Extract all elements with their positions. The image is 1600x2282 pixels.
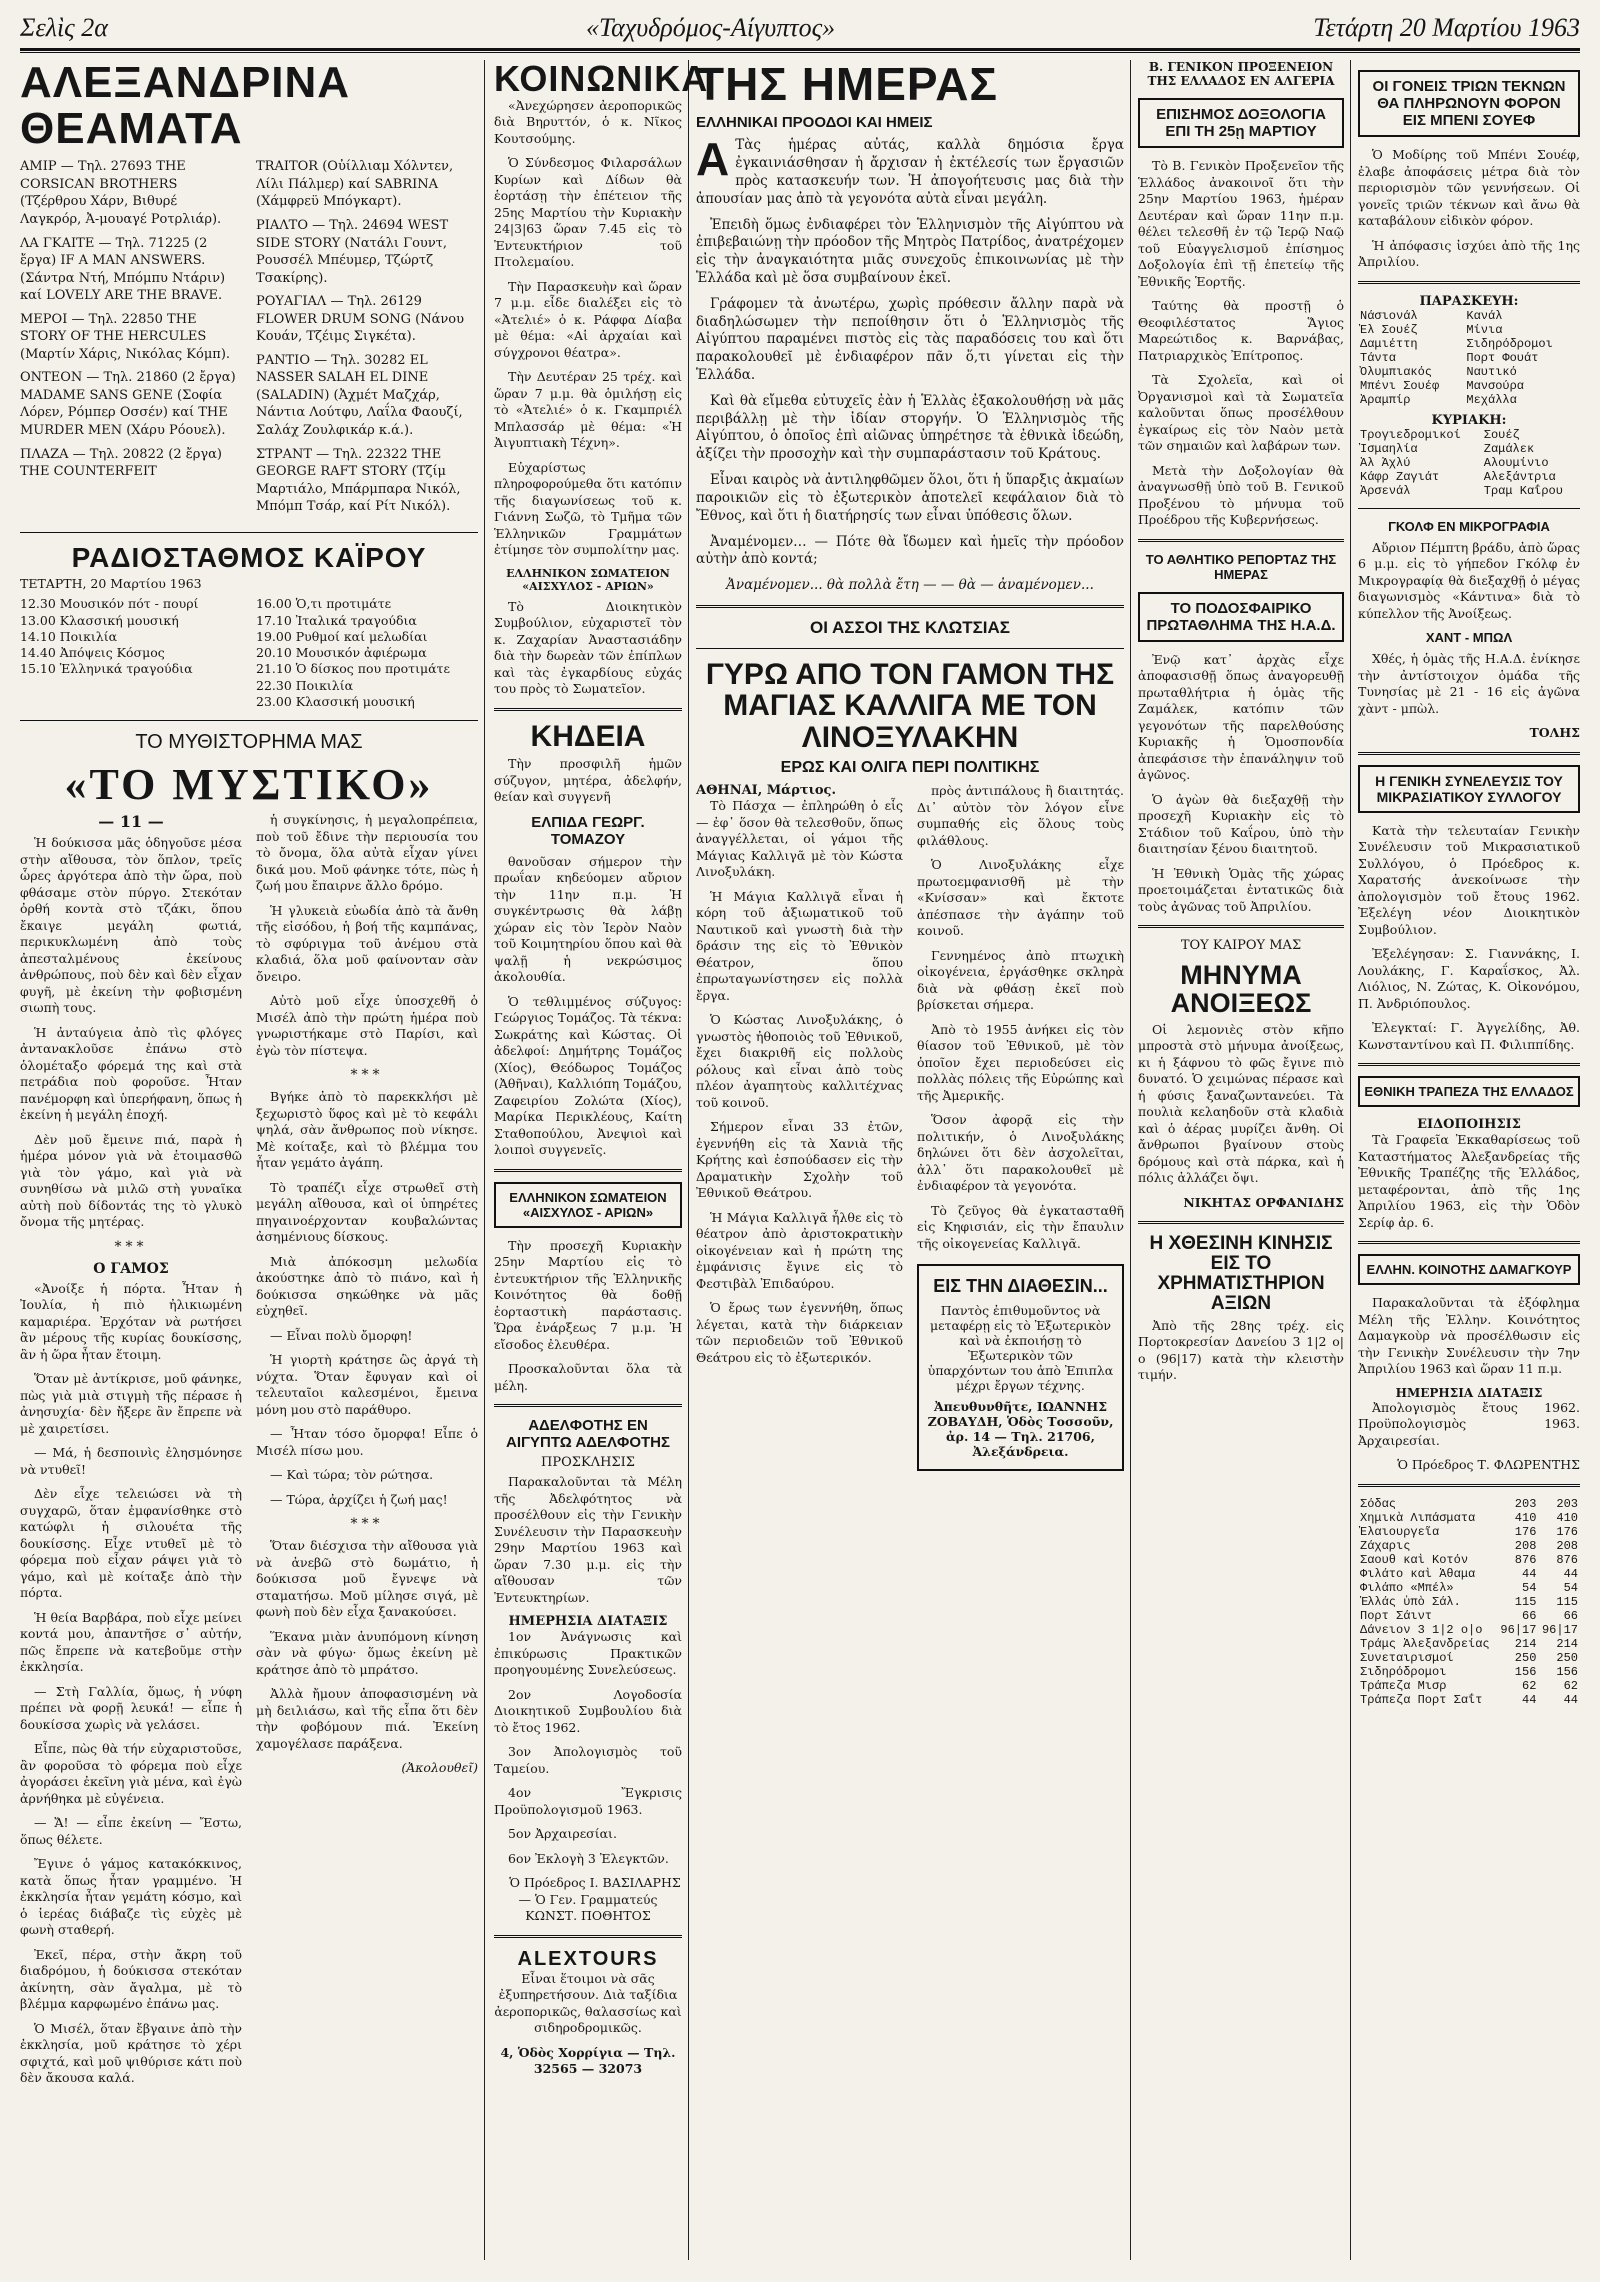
fixture-row-cell: Αλουμίνιο xyxy=(1483,455,1549,470)
novel-paragraph: Ἔγινε ὁ γάμος κατακόκκινος, κατὰ ὅπως ἦταν γραμμένο. Ἡ ἐκκλησία ἦταν γεμάτη κόσμο, καὶ ὁ ἱερέας διάβαζε τὶς εὐχὲς μὲ φωνὴ σταθερή. xyxy=(20,1856,242,1938)
stock-row xyxy=(1358,1497,1580,1511)
sports-headline: ΤΟ ΠΟΔΟΣΦΑΙΡΙΚΟ ΠΡΩΤΑΘΛΗΜΑ ΤΗΣ Η.Α.Δ. xyxy=(1138,592,1344,642)
stock-row-cell: 44 xyxy=(1522,1566,1537,1581)
stock-row-cell: Σιδηρόδρομοι xyxy=(1360,1664,1447,1679)
consulate-paragraph: Τὰ Σχολεῖα, καὶ οἱ Ὀργανισμοὶ καὶ τὰ Σωματεῖα καλοῦνται ὅπως προσέλθουν ἐγκαίρως εἰς τὸν Ναὸν μετὰ τῶν σημαιῶν καὶ λαβάρων των. xyxy=(1138,372,1344,453)
disposal-contact: Ἀπευθυνθῆτε, ΙΩΑΝΝΗΣ ΖΟΒΑΥΔΗ, Ὁδὸς Τοσσοῦν, ἀρ. 14 — Τηλ. 21706, Ἀλεξάνδρεια. xyxy=(927,1399,1114,1460)
stock-row-cell: Δάνειον 3 1|2 ο|ο xyxy=(1360,1622,1483,1637)
golf-title: ΓΚΟΛΦ ΕΝ ΜΙΚΡΟΓΡΑΦΙΑ xyxy=(1388,518,1550,534)
cinema-listing: ΜΕΡΟΙ — Τηλ. 22850 THE STORY OF THE HERCULES (Μαρτίν Χάρις, Νικόλας Κόμπ). xyxy=(20,311,231,362)
radio-schedule xyxy=(20,596,478,710)
social-column xyxy=(494,58,709,2270)
handball-title: ΧΑΝΤ - ΜΠΩΛ xyxy=(1425,630,1513,645)
cinema-listing: ΟΝΤΕΟΝ — Τηλ. 21860 (2 ἔργα) MADAME SANS GENE (Σοφία Λόρεν, Ρόμπερ Οσσέν) καί THE MURDER MEN (Χάρυ Ρόουελ). xyxy=(20,370,236,439)
theatre-heading: ΕΛΛΗΝΙΚΟΝ ΣΩΜΑΤΕΙΟΝ «ΑΙΣΧΥΛΟΣ - ΑΡΙΩΝ» xyxy=(494,1182,682,1228)
stock-row-cell: 54 xyxy=(1522,1580,1537,1595)
tours-address: 4, Ὁδὸς Χορρίγια — Τηλ. 32565 — 32073 xyxy=(500,2044,676,2077)
stock-row-cell: 44 xyxy=(1563,1566,1578,1581)
radio-program: 14.10 Ποικιλία xyxy=(20,628,118,644)
radio-program: 16.00 Ὁ,τι προτιμάτε xyxy=(256,596,392,612)
stock-row-cell: 62 xyxy=(1563,1678,1578,1693)
wedding-subheadline: ΕΡΩΣ ΚΑΙ ΟΛΙΓΑ ΠΕΡΙ ΠΟΛΙΤΙΚΗΣ xyxy=(780,759,1040,777)
novel-continued: (Ἀκολουθεῖ) xyxy=(401,1760,478,1776)
fixture-row xyxy=(1358,351,1580,365)
fixture-row-cell: Τραμ Καΐρου xyxy=(1483,483,1563,498)
stock-row xyxy=(1358,1553,1580,1567)
fixture-row-cell: Κανάλ xyxy=(1466,308,1503,323)
stock-row-cell: Τράμς Ἀλεξανδρείας xyxy=(1360,1636,1490,1651)
koinotis-title: ΕΛΛΗΝ. ΚΟΙΝΟΤΗΣ ΔΑΜΑΓΚΟΥΡ xyxy=(1358,1254,1580,1285)
stock-row xyxy=(1358,1525,1580,1539)
radio-date: ΤΕΤΑΡΤΗ, 20 Μαρτίου 1963 xyxy=(20,576,202,592)
stock-row-cell: 250 xyxy=(1556,1650,1578,1665)
novel-section-title: Ο ΓΑΜΟΣ xyxy=(93,1260,169,1277)
fixture-row-cell: Ναυτικό xyxy=(1466,364,1517,379)
fixture-row-cell: Τρογιεδρομικοί xyxy=(1360,427,1461,442)
radio-program: 13.00 Κλασσική μουσική xyxy=(20,612,179,628)
social-item: Τὴν Δευτέραν 25 τρέχ. καὶ ὥραν 7 μ.μ. θὰ ὁμιλήσῃ εἰς τὸ «Ἀτελιέ» ὁ κ. Γκαμπριέλ Μπλασσάρ μὲ θέμα: «Ἡ Ἀιγυπτιακὴ Τέχνη». xyxy=(494,369,682,451)
fixture-row-cell: Ἰσμαηλία xyxy=(1360,441,1418,456)
tax-title: ΟΙ ΓΟΝΕΙΣ ΤΡΙΩΝ ΤΕΚΝΩΝ ΘΑ ΠΛΗΡΩΝΟΥΝ ΦΟΡΟΝ ΕΙΣ ΜΠΕΝΙ ΣΟΥΕΦ xyxy=(1358,70,1580,137)
stock-row-cell: Πορτ Σάιντ xyxy=(1360,1608,1433,1623)
issue-date: Τετάρτη 20 Μαρτίου 1963 xyxy=(1313,13,1580,42)
fixture-row-cell: Μανσούρα xyxy=(1466,378,1524,393)
wedding-paragraph: Ἡ Μάγια Καλλιγᾶ εἶναι ἡ κόρη τοῦ ἀξιωματικοῦ τοῦ Ναυτικοῦ καὶ γνωστὴ διὰ τὴν δράσιν της εἰς τὸ Ἐθνικὸν Θέατρον, ὅπου ἐπρωταγωνίστησεν εἰς πολλὰ ἔργα. xyxy=(696,888,903,1003)
stock-row-cell: 62 xyxy=(1522,1678,1537,1693)
fixture-row-cell: Ἀραμπίρ xyxy=(1360,392,1411,407)
assembly-title: Η ΓΕΝΙΚΗ ΣΥΝΕΛΕΥΣΙΣ ΤΟΥ ΜΙΚΡΑΣΙΑΤΙΚΟΥ ΣΥΛΛΟΓΟΥ xyxy=(1358,765,1580,813)
novel-paragraph: Ἡ θεία Βαρβάρα, ποὺ εἶχε μείνει κοντά μου, ἀπαντῆσε σ᾽ αὐτήν, πῶς ἔπρεπε νὰ κατεβοῦμε στὴν ἐκκλησία. xyxy=(20,1609,242,1675)
stock-row-cell: Φιλάτο καὶ Ἀθαμα xyxy=(1360,1566,1476,1581)
novel-paragraph: Δὲν μοῦ ἔμεινε πιά, παρὰ ἡ ἡμέρα μόνον γιὰ νὰ ἑτοιμασθῶ γιὰ τὸν γάμο, καὶ γιὰ νὰ συνηθίσω νὰ μιλῶ στὴ γυναῖκα αὐτὴ ποὺ δίδοντάς της τὸ γλυκὸ ὄνομα τῆς μητέρας. xyxy=(20,1131,242,1230)
fixture-row-cell: Σιδηρόδρομοι xyxy=(1466,336,1553,351)
fixtures-title: ΠΑΡΑΣΚΕΥΗ: xyxy=(1419,293,1519,309)
novel-paragraph: Ἕκανα μιὰν ἀνυπόμονη κίνηση σὰν νὰ φύγω· ὅμως ἐκείνη μὲ κράτησε ἀπὸ τὸ μπράτσο. xyxy=(256,1628,478,1677)
editorial-paragraph: Εἶναι καιρὸς νὰ ἀντιληφθῶμεν ὅλοι, ὅτι ἡ ὕπαρξις ἀκμαίων παροικιῶν εἰς τὸ ἐξωτερικὸν ἀποτελεῖ κεφάλαιον διὰ τὸ Ἔθνος, καὶ ὅτι ἡ διατήρησίς των εἶναι ὑπόθεσις ὅλων. xyxy=(696,472,1124,524)
stock-row xyxy=(1358,1511,1580,1525)
left-section xyxy=(20,60,478,2270)
sports-title: ΤΟ ΑΘΛΗΤΙΚΟ ΡΕΠΟΡΤΑΖ ΤΗΣ ΗΜΕΡΑΣ xyxy=(1145,551,1337,582)
novel-paragraph: Ἡ γλυκειὰ εὐωδία ἀπὸ τὰ ἄνθη τῆς εἰσόδου, ἡ βοή τῆς καμπάνας, τὸ σφύριγμα τοῦ ἀνέμου στὰ κλαδιά, ὅλα μοῦ φαίνονταν σὰν ὄνειρο. xyxy=(256,902,478,984)
agenda-item: 4ον Ἔγκρισις Προϋπολογισμοῦ 1963. xyxy=(494,1785,682,1817)
novel-paragraph: Τὸ τραπέζι εἶχε στρωθεῖ στὴ μεγάλη αἴθουσα, καὶ οἱ ὑπηρέτες πηγαινοέρχονταν κουβαλώντας ἀσημένιους δίσκους. xyxy=(256,1179,478,1245)
stock-row-cell: 156 xyxy=(1514,1664,1537,1679)
radio-program: 20.10 Μουσικόν ἀφιέρωμα xyxy=(256,645,427,661)
wedding-paragraph: Τὸ ζεῦγος θὰ ἐγκατασταθῆ εἰς Κηφισιάν, εἰς τὴν ἔπαυλιν τῆς οἰκογενείας Καλλιγᾶ. xyxy=(917,1202,1124,1251)
exchange-intro: Ἀπὸ τῆς 28ης τρέχ. εἰς Πορτοκρεσίαν Δανείου 3 1|2 ο|ο (96|17) κατὰ τὴν κλειστὴν τιμήν. xyxy=(1138,1317,1344,1383)
consulate-kicker: Β. ΓΕΝΙΚΟΝ ΠΡΟΞΕΝΕΙΟΝ ΤΗΣ ΕΛΛΑΔΟΣ ΕΝ ΑΛΓΕΡΙΑ xyxy=(1147,60,1335,88)
wedding-paragraph: Ἡ Μάγια Καλλιγᾶ ἦλθε εἰς τὸ θέατρον ἀπὸ ἀριστοκρατικὴν οἰκογένειαν καὶ ἡ πρώτη της ἐμφάνισις ἔγινε εἰς τὸ Φεστιβὰλ Ἐπιδαύρου. xyxy=(696,1209,903,1291)
stock-row xyxy=(1358,1693,1580,1707)
wedding-paragraph: Ὁ Λινοξυλάκης εἶχε πρωτοεμφανισθῆ μὲ τὴν «Κνίσσαν» καὶ ἔκτοτε ἀπέσπασε τὴν ἀγάπην τοῦ κοινοῦ. xyxy=(917,857,1124,939)
fixture-row xyxy=(1358,484,1580,498)
fixture-row-cell: Κάφρ Ζαγιάτ xyxy=(1360,469,1440,484)
stock-row-cell: Ζάχαρις xyxy=(1360,1538,1411,1553)
stock-row-cell: Χημικὰ Λιπάσματα xyxy=(1360,1510,1476,1525)
editorial-closing: Ἀναμένομεν... θὰ πολλὰ ἔτη — — θὰ — ἀναμένομεν... xyxy=(726,577,1094,594)
association-heading: ΕΛΛΗΝΙΚΟΝ ΣΩΜΑΤΕΙΟΝ «ΑΙΣΧΥΛΟΣ - ΑΡΙΩΝ» xyxy=(506,566,670,593)
adelfotis-signoff: Ὁ Πρόεδρος Ι. ΒΑΣΙΛΑΡΗΣ — Ὁ Γεν. Γραμματεύς ΚΩΝΣΤ. ΠΟΘΗΤΟΣ xyxy=(509,1875,681,1924)
fixture-row xyxy=(1358,428,1580,442)
novel-paragraph: — Στὴ Γαλλία, ὅμως, ἡ νύφη πρέπει νὰ φορῇ λευκά! — εἶπε ἡ δουκίσσα χωρὶς νὰ γελάσει. xyxy=(20,1683,242,1732)
stock-row-cell: 115 xyxy=(1556,1594,1578,1609)
sports-paragraph: Ὁ ἀγὼν θὰ διεξαχθῇ τὴν προσεχῆ Κυριακὴν εἰς τὸ Στάδιον τοῦ Καΐρου, ὑπὸ τὴν διαιτησίαν ξένου διαιτητοῦ. xyxy=(1138,791,1344,856)
novel-paragraph: Ἐκεῖ, πέρα, στὴν ἄκρη τοῦ διαδρόμου, ἡ δούκισσα στεκόταν ἀκίνητη, σὰν ἄγαλμα, μὲ τὸ βλέμμα καρφωμένο ἐπάνω μας. xyxy=(20,1946,242,2012)
stock-row-cell: 96|17 xyxy=(1541,1622,1578,1637)
koinotis-agenda-title: ΗΜΕΡΗΣΙΑ ΔΙΑΤΑΞΙΣ xyxy=(1395,1385,1543,1400)
today-subtitle: ΕΛΛΗΝΙΚΑΙ ΠΡΟΟΔΟΙ ΚΑΙ ΗΜΕΙΣ xyxy=(696,114,933,132)
novel-paragraph: Αὐτὸ μοῦ εἶχε ὑποσχεθῆ ὁ Μισέλ ἀπὸ τὴν πρώτη ἡμέρα ποὺ γνωριστήκαμε στὸ Παρίσι, καὶ ἐγὼ τὸν πίστεψα. xyxy=(256,993,478,1058)
stock-row xyxy=(1358,1609,1580,1623)
fixture-row-cell: Ἐλ Σουέζ xyxy=(1360,322,1418,337)
stock-row xyxy=(1358,1637,1580,1651)
stock-row xyxy=(1358,1651,1580,1665)
agenda-item: 5ον Ἀρχαιρεσίαι. xyxy=(508,1826,617,1842)
fixture-row xyxy=(1358,309,1580,323)
bank-title: ΕΘΝΙΚΗ ΤΡΑΠΕΖΑ ΤΗΣ ΕΛΛΑΔΟΣ xyxy=(1358,1076,1580,1107)
fixture-row-cell: Μπένι Σουέφ xyxy=(1360,378,1440,393)
novel-paragraph: Εἶπε, πὼς θὰ τήν εὐχαριστοῦσε, ἂν φοροῦσα τὸ φόρεμα ποὺ εἶχε ἀγοράσει ἐκεῖνη γιὰ μένα, καὶ ἐγὼ ἀρνήθηκα μὲ εὐγένεια. xyxy=(20,1741,242,1806)
novel-paragraph: — Εἶναι πολὺ ὄμορφη! xyxy=(270,1327,413,1343)
golf-text: Αὔριον Πέμπτη βράδυ, ἀπὸ ὥρας 6 μ.μ. εἰς τὸ γήπεδον Γκόλφ ἐν Μικρογραφίᾳ θὰ διεξαχθῇ ὁ μέγας διαγωνισμὸς «Κάντινα» διὰ τὸ κύπελλον τῆς Ἀνοίξεως. xyxy=(1358,539,1580,621)
stock-row-cell: 176 xyxy=(1514,1524,1537,1539)
novel-paragraph: — Καὶ τώρα; τὸν ρώτησα. xyxy=(270,1467,434,1483)
page-number: Σελὶς 2α xyxy=(20,13,108,42)
stock-row-cell: 96|17 xyxy=(1500,1622,1537,1637)
radio-program: 21.10 Ὁ δίσκος που προτιμάτε xyxy=(256,661,450,677)
consulate-paragraph: Ταύτης θὰ προστῇ ὁ Θεοφιλέστατος Ἅγιος Μαρεώτιδος κ. Βαρνάβας, Πατριαρχικὸς Ἐπίτροπος. xyxy=(1138,298,1344,363)
fixture-row xyxy=(1358,337,1580,351)
adelfotis-sub: ΠΡΟΣΚΛΗΣΙΣ xyxy=(541,1455,635,1471)
stock-row xyxy=(1358,1567,1580,1581)
association-text: Τὸ Διοικητικὸν Συμβούλιον, εὐχαριστεῖ τὸν κ. Ζαχαρίαν Ἀναστασιάδην διὰ τὴν δωρεὰν τῶν ἐπίπλων καὶ τὰς ἐγκαρδίους εὐχάς του πρὸς τὸ Σωματεῖον. xyxy=(494,598,682,697)
stock-row-cell: Σόδας xyxy=(1360,1496,1397,1511)
stock-row-cell: 214 xyxy=(1514,1636,1537,1651)
fixtures-table xyxy=(1358,309,1580,407)
sports-paragraph: Ἐνῷ κατ᾽ ἀρχὰς εἶχε ἀποφασισθῇ ὅπως ἀναγορευθῇ πρωταθλήτρια ἡ ὁμὰς τῆς Ζαμάλεκ, κατόπιν τῶν γεγονότων τῆς παρελθούσης Κυριακῆς ἡ Ὁμοσπονδία ἀπεφάσισε τὴν ἐπανάληψιν τοῦ ἀγῶνος. xyxy=(1138,651,1344,782)
agenda-item: 6ον Ἐκλογὴ 3 Ἐλεγκτῶν. xyxy=(508,1850,669,1866)
adelfotis-heading: ΑΔΕΛΦΟΤΗΣ ΕΝ ΑΙΓΥΠΤΩ ΑΔΕΛΦΟΤΗΣ xyxy=(506,1417,670,1452)
fixture-row-cell: Αλεξάντρια xyxy=(1483,469,1556,484)
novel-paragraph: Ἡ ἀνταύγεια ἀπὸ τὶς φλόγες ἀντανακλοῦσε ἐπάνω στὸ ὁλομέταξο φόρεμά της καὶ στὰ πετράδια ποὺ φοροῦσε. Ἦταν πανέμορφη καὶ ὑπερήφανη, ὅπως ἡ ἐκείνη ἡ μεγάλη ἐποχή. xyxy=(20,1024,242,1123)
tours-title: ALEXTOURS xyxy=(517,1947,659,1970)
novel-part: — 11 — xyxy=(98,812,164,832)
agenda-item: 1ον Ἀνάγνωσις καὶ ἐπικύρωσις Πρακτικῶν προηγουμένης Συνελεύσεως. xyxy=(494,1629,682,1678)
fixture-row-cell: Μεχάλλα xyxy=(1466,392,1517,407)
stock-row-cell: Τράπεζα Πορτ Σαΐτ xyxy=(1360,1692,1483,1707)
novel-paragraph: — Ἦταν τόσο ὄμορφα! Εἶπε ὁ Μισέλ πίσω μου. xyxy=(256,1426,478,1458)
novel-columns: — 11 — Ἡ δούκισσα μᾶς ὁδηγοῦσε μέσα στὴν αἴθουσα, τὸν ὅπλον, τρεῖς ὧρες ἀργότερα ἀπὸ τὴν ὥρα, ποὺ φθάσαμε στὸν πύργο. Στεκόταν ὀρθή κοντὰ στὸ τζάκι, ὅπου ἔκαιγε μεγάλη φωτιά, περικυκλωμένη ἀπὸ τοὺς ἀπεσταλμένους ἐκείνους ἀνθρώπους, ποὺ δὲν καὶ δὲν εἶχαν φυγῆ, μὲ ἐκείνη τὴν φοβισμένη σιωπὴ τους. Ἡ ἀνταύγεια ἀπὸ τὶς φλόγες ἀντανακλοῦσε ἐπάνω στὸ ὁλομέταξο φόρεμά της καὶ στὰ πετράδια ποὺ φοροῦσε. Ἦταν πανέμορφη καὶ ὑπερήφανη, ὅπως ἡ ἐκείνη ἡ μεγάλη ἐποχή. Δὲν μοῦ ἔμεινε πιά, παρὰ ἡ ἡμέρα μόνον γιὰ νὰ ἑτοιμασθῶ γιὰ τὸν γάμο, καὶ γιὰ νὰ συνηθίσω νὰ μιλῶ στὴ γυναῖκα αὐτὴ ποὺ δίδοντάς της τὸ γλυκὸ ὄνομα τῆς μητέρας. *** Ο ΓΑΜΟΣ «Ἀνοίξε ἡ πόρτα. Ἦταν ἡ Ἰουλία, ἡ πιὸ ἠλικιωμένη καμαριέρα. Ἐρχόταν νὰ ρωτήσει ἂν μέρους τῆς κυρίας δουκίσσης, ἂν ἡ ὥρα ἦταν ἕτοιμη. Ὅταν μὲ ἀντίκρισε, μοῦ φάνηκε, πὼς γιὰ μιὰ στιγμὴ τῆς πέρασε ἡ ἀνησυχία· δὲν ἤξερε ἂν ἔπρεπε νὰ μὲ χαιρετίσει. — Μά, ἡ δεσποινὶς ἐλησμόνησε νὰ ντυθεῖ! Δὲν εἶχε τελειώσει νὰ τὴ συγχαρῶ, ὅταν ἐμφανίσθηκε στὸ κατώφλι ἡ σιλουέτα τῆς δουκίσσης. Εἶχε ντυθεῖ μὲ τὸ φόρεμα ποὺ εἶχαν ράψει γιὰ τὸ γάμο, καὶ μὲ κοίταξε ἀπὸ τὴν πόρτα. Ἡ θεία Βαρβάρα, ποὺ εἶχε μείνει κοντά μου, ἀπαντῆσε σ᾽ αὐτήν, πῶς ἔπρεπε νὰ κατεβοῦμε στὴν ἐκκλησία. — Στὴ Γαλλία, ὅμως, ἡ νύφη πρέπει νὰ φορῇ λευκά! — εἶπε ἡ δουκίσσα χωρὶς νὰ γελάσει. Εἶπε, πὼς θὰ τήν εὐχαριστοῦσε, ἂν φοροῦσα τὸ φόρεμα ποὺ εἶχε ἀγοράσει ἐκεῖνη γιὰ μένα, καὶ ἐγὼ ἀρνήθηκα μὲ εὐγένεια. — Ἄ! — εἶπε ἐκείνη — Ἔστω, ὅπως θέλετε. Ἔγινε ὁ γάμος κατακόκκινος, κατὰ ὅπως ἦταν γραμμένο. Ἡ ἐκκλησία ἦταν γεμάτη κόσμο, καὶ ὁ ἱερέας διάβαζε τὶς εὐχὲς μὲ φωνὴ σταθερή. Ἐκεῖ, πέρα, στὴν ἄκρη τοῦ διαδρόμου, ἡ δούκισσα στεκόταν ἀκίνητη, σὰν ἄγαλμα, μὲ τὸ βλέμμα καρφωμένο ἐπάνω μας. Ὁ Μισέλ, ὅταν ἔβγαινε ἀπὸ τὴν ἐκκλησία, μοῦ κράτησε τὸ χέρι σφιχτά, καὶ μοῦ ψιθύρισε κάτι ποὺ δὲν ἄκουσα καλά. ἡ συγκίνησις, ἡ μεγαλοπρέπεια, ποὺ τοῦ ἔδινε τὴν περιουσία του τὸ ὄνομα, ὅλα αὐτὰ εἶχαν γίνει δικά μου. Μοῦ φάνηκε τότε, πὼς ἡ ζωή μου ἔπαιρνε ἄλλο δρόμο. Ἡ γλυκειὰ εὐωδία ἀπὸ τὰ ἄνθη τῆς εἰσόδου, ἡ βοή τῆς καμπάνας, τὸ σφύριγμα τοῦ ἀνέμου στὰ κλαδιά, ὅλα μοῦ φαίνονταν σὰν ὄνειρο. Αὐτὸ μοῦ εἶχε ὑποσχεθῆ ὁ Μισέλ ἀπὸ τὴν πρώτη ἡμέρα ποὺ γνωριστήκαμε στὸ Παρίσι, καὶ ἐγὼ τὸν πίστεψα. *** Βγήκε ἀπὸ τὸ παρεκκλήσι μὲ ξεχωριστὸ ὕφος καὶ μὲ τὸ κεφάλι ψηλά, σὰν ἄνθρωπος ποὺ νίκησε. Μὲ κοίταξε, καὶ τὸ βλέμμα του ἦταν γεμάτο ἀγάπη. Τὸ τραπέζι εἶχε στρωθεῖ στὴ μεγάλη αἴθουσα, καὶ οἱ ὑπηρέτες πηγαινοέρχονταν κουβαλώντας ἀσημένιους δίσκους. Μιὰ ἀπόκοσμη μελωδία ἀκούστηκε ἀπὸ τὸ πιάνο, καὶ ἡ δούκισσα σηκώθηκε νὰ μᾶς εὐχηθεῖ. — Εἶναι πολὺ ὄμορφη! Ἡ γιορτὴ κράτησε ὣς ἀργά τὴ νύχτα. Ὅταν ἔφυγαν καὶ οἱ τελευταῖοι καλεσμένοι, ἔμεινα μόνη μου στὸ παράθυρο. — Ἦταν τόσο ὄμορφα! Εἶπε ὁ Μισέλ πίσω μου. — Καὶ τώρα; τὸν ρώτησα. — Τώρα, ἀρχίζει ἡ ζωή μας! *** Ὅταν διέσχισα τὴν αἴθουσα γιὰ νὰ ἀνεβῶ στὸ δωμάτιο, ἡ δούκισσα μοῦ ἔγνεψε νὰ σταματήσω. Μοῦ μίλησε σιγά, μὲ φωνὴ ποὺ δὲν εἶχα ξανακούσει. Ἕκανα μιὰν ἀνυπόμονη κίνηση σὰν νὰ φύγω· ὅμως ἐκείνη μὲ κράτησε ἀπὸ τὸ μπράτσο. Ἀλλὰ ἤμουν ἀποφασισμένη νὰ μὴ δειλιάσω, καὶ τῆς εἶπα ὅτι δὲν τὴν φοβόμουν πιά. Ἐκείνη χαμογέλασε παράξενα. (Ἀκολουθεῖ) xyxy=(20,812,478,2086)
theatre-note: Προσκαλοῦνται ὅλα τὰ μέλη. xyxy=(494,1361,682,1393)
fixture-row-cell: Νάσιονάλ xyxy=(1360,308,1418,323)
social-title: ΚΟΙΝΩΝΙΚΑ xyxy=(494,58,709,99)
stock-row-cell: Ἐλαιουργεῖα xyxy=(1360,1524,1440,1539)
agenda-item: 3ον Ἀπολογισμὸς τοῦ Ταμείου. xyxy=(494,1744,682,1776)
fixture-row-cell: Μίνια xyxy=(1466,322,1503,337)
funeral-title: ΚΗΔΕΙΑ xyxy=(530,719,646,753)
novel-title: «ΤΟ ΜΥΣΤΙΚΟ» xyxy=(64,760,434,810)
fixture-row xyxy=(1358,379,1580,393)
dateline: ΑΘΗΝΑΙ, Μάρτιος. xyxy=(696,783,836,799)
stock-row-cell: 410 xyxy=(1556,1510,1578,1525)
today-title: ΤΗΣ ΗΜΕΡΑΣ xyxy=(696,58,999,110)
radio-program: 12.30 Μουσικόν πότ - πουρί xyxy=(20,596,199,612)
koinotis-signoff: Ὁ Πρόεδρος Τ. ΦΛΩΡΕΝΤΗΣ xyxy=(1397,1457,1580,1472)
consulate-title: ΕΠΙΣΗΜΟΣ ΔΟΞΟΛΟΓΙΑ ΕΠΙ ΤΗ 25ῃ ΜΑΡΤΙΟΥ xyxy=(1138,98,1344,148)
weather-text: Οἱ λεμονιὲς στὸν κῆπο μπροστὰ στὸ μήνυμα ἀνοίξεως, κι ἡ ξάφνου τὸ φῶς ἔγινε πιὸ δυνατό. Ὁ χειμώνας πέρασε καὶ ἡ φύσις ξαναζωντανεύει. Τὰ πουλιὰ κελαηδοῦν στὰ κλαδιὰ καὶ ὁ ἀέρας μυρίζει ἄνθη. Οἱ ἄνθρωποι βγαίνουν στοὺς δρόμους καὶ στὰ πάρκα, καὶ ἡ πόλις ἀλλάζει ὄψι. xyxy=(1138,1021,1344,1186)
wedding-paragraph: Ἀπὸ τὸ 1955 ἀνήκει εἰς τὸν θίασον τοῦ Ἐθνικοῦ, μὲ τὸν ὁποῖον ἔχει περιοδεύσει εἰς πολλὰς πόλεις τῆς Εὐρώπης καὶ τῆς Ἀμερικῆς. xyxy=(917,1021,1124,1103)
cinema-listing: ΡΙΑΛΤΟ — Τηλ. 24694 WEST SIDE STORY (Νατάλι Γουντ, Ρουσσέλ Μπέυμερ, Τζώρτζ Τσακίρης). xyxy=(256,218,449,286)
funeral-intro: Τὴν προσφιλῆ ἡμῶν σύζυγον, μητέρα, ἀδελφήν, θείαν καὶ συγγενῆ xyxy=(494,756,682,805)
stock-row-cell: 250 xyxy=(1514,1650,1537,1665)
stock-table xyxy=(1358,1497,1580,1707)
stock-row-cell: 203 xyxy=(1514,1496,1537,1511)
stock-row xyxy=(1358,1595,1580,1609)
fixture-row-cell: Ὀλυμπιακός xyxy=(1360,364,1433,379)
stock-row-cell: 214 xyxy=(1556,1636,1578,1651)
stock-row xyxy=(1358,1581,1580,1595)
wedding-headline: ΓΥΡΩ ΑΠΟ ΤΟΝ ΓΑΜΟΝ ΤΗΣ ΜΑΓΙΑΣ ΚΑΛΛΙΓΑ ΜΕ ΤΟΝ ΛΙΝΟΞΥΛΑΚΗΝ xyxy=(705,657,1115,754)
fixtures-title: ΚΥΡΙΑΚΗ: xyxy=(1431,412,1507,428)
agenda-title: ΗΜΕΡΗΣΙΑ ΔΙΑΤΑΞΙΣ xyxy=(508,1614,668,1630)
stock-row-cell: 115 xyxy=(1514,1594,1537,1609)
stock-row-cell: 54 xyxy=(1563,1580,1578,1595)
disposal-title: ΕΙΣ ΤΗΝ ΔΙΑΘΕΣΙΝ... xyxy=(933,1276,1108,1297)
radio-title: ΡΑΔΙΟΣΤΑΘΜΟΣ ΚΑΪΡΟΥ xyxy=(71,541,427,573)
sports-author: ΤΟΛΗΣ xyxy=(1529,725,1580,740)
fixture-row-cell: Πορτ Φουάτ xyxy=(1466,350,1539,365)
fixture-row-cell: Ἀρσενάλ xyxy=(1360,483,1411,498)
novel-paragraph: Μιὰ ἀπόκοσμη μελωδία ἀκούστηκε ἀπὸ τὸ πιάνο, καὶ ἡ δούκισσα σηκώθηκε νὰ μᾶς εὐχηθεῖ. xyxy=(256,1253,478,1319)
fixture-row xyxy=(1358,365,1580,379)
wedding-paragraph: Ὁ ἔρως των ἐγεννήθη, ὅπως λέγεται, κατὰ τὴν διάρκειαν τῶν περιοδειῶν τοῦ Ἐθνικοῦ Θεάτρου εἰς τὸ ἐξωτερικόν. xyxy=(696,1300,903,1365)
fixture-row xyxy=(1358,470,1580,484)
cinema-listing: ΠΛΑΖΑ — Τηλ. 20822 (2 ἔργα) THE COUNTERFEIT xyxy=(20,446,222,480)
cinema-title: ΑΛΕΞΑΝΔΡΙΝΑ ΘΕΑΜΑΤΑ xyxy=(20,58,351,154)
fixture-row xyxy=(1358,456,1580,470)
novel-paragraph: — Ἄ! — εἶπε ἐκείνη — Ἔστω, ὅπως θέλετε. xyxy=(20,1815,242,1847)
stock-row xyxy=(1358,1539,1580,1553)
radio-program: 15.10 Ἑλληνικά τραγούδια xyxy=(20,661,193,677)
novel-paragraph: — Μά, ἡ δεσποινὶς ἐλησμόνησε νὰ ντυθεῖ! xyxy=(20,1445,242,1477)
fixture-row xyxy=(1358,323,1580,337)
fixture-row xyxy=(1358,393,1580,407)
stock-row-cell: 208 xyxy=(1556,1538,1578,1553)
radio-program: 17.10 Ἰταλικά τραγούδια xyxy=(256,612,417,628)
cinema-listing: ΡΑΝΤΙΟ — Τηλ. 30282 EL NASSER SALAH EL DINE (SALADIN) (Ἀχμέτ Μαζχάρ, Νάντια Λούτφυ, Λαΐλα Φαουζί, Σαλάχ Ζουλφικάρ κ.ά.). xyxy=(256,352,463,439)
agenda-item: 2ον Λογοδοσία Διοικητικοῦ Συμβουλίου διὰ τὸ ἔτος 1962. xyxy=(494,1686,682,1735)
wedding-paragraph: Τὸ Πάσχα — ἐπληρώθη ὁ εἷς — ἐφ᾽ ὅσον θὰ τελεσθοῦν, ὅπως ἀναγγέλλεται, οἱ γάμοι τῆς Μάγιας Καλλιγᾶ μὲ τὸν Κώστα Λινοξυλάκη. xyxy=(696,798,903,880)
stock-row-cell: 66 xyxy=(1563,1608,1578,1623)
social-item: Ὁ Σύνδεσμος Φιλαρσάλων Κυρίων καὶ Δίδων θὰ ἑορτάσῃ τὴν ἐπέτειον τῆς 25ης Μαρτίου τὴν Κυριακὴν 24|3|63 ὥραν 7.45 εἰς τὸ Ἐντευκτήριον τοῦ Πτολεμαίου. xyxy=(494,155,682,270)
assembly-members: Ἐξελέγησαν: Σ. Γιαννάκης, Ι. Λουλάκης, Γ. Καραΐσκος, Ἀλ. Λιόλιος, Ν. Ζώτας, Κ. Οἰκονόμου, Π. Ἀνδριόπουλος. xyxy=(1358,946,1580,1011)
disposal-text: Παντὸς ἐπιθυμοῦντος νὰ μεταφέρῃ εἰς τὸ Ἐξωτερικὸν καὶ νὰ ἐκποιήσῃ τὸ Ἐξωτερικὸν τῶν ὑπαρχόντων του ἀπὸ Ἐπιπλα μέχρι ἔργων τέχνης. xyxy=(927,1303,1114,1394)
novel-paragraph: Ὅταν διέσχισα τὴν αἴθουσα γιὰ νὰ ἀνεβῶ στὸ δωμάτιο, ἡ δούκισσα μοῦ ἔγνεψε νὰ σταματήσω. Μοῦ μίλησε σιγά, μὲ φωνὴ ποὺ δὲν εἶχα ξανακούσει. xyxy=(256,1538,478,1620)
novel-paragraph: Βγήκε ἀπὸ τὸ παρεκκλήσι μὲ ξεχωριστὸ ὕφος καὶ μὲ τὸ κεφάλι ψηλά, σὰν ἄνθρωπος ποὺ νίκησε. Μὲ κοίταξε, καὶ τὸ βλέμμα του ἦταν γεμάτο ἀγάπη. xyxy=(256,1089,478,1171)
theatre-text: Τὴν προσεχῆ Κυριακὴν 25ην Μαρτίου εἰς τὸ ἐντευκτήριον τῆς Ἑλληνικῆς Κοινότητος θὰ δοθῇ ἑορταστικὴ παράστασις. Ὥρα ἐνάρξεως 7 μ.μ. Ἡ εἴσοδος ἐλευθέρα. xyxy=(494,1237,682,1352)
disposal-ad xyxy=(917,1264,1124,1471)
assembly-auditors: Ἐλεγκταί: Γ. Ἀγγελίδης, Ἀθ. Κωνσταντίνου καὶ Π. Φιλιππίδης. xyxy=(1358,1020,1580,1052)
fixture-row xyxy=(1358,442,1580,456)
editorial-paragraph: Καὶ θὰ εἴμεθα εὐτυχεῖς ἐὰν ἡ Ἑλλὰς ἐξακολουθήσῃ νὰ μᾶς περιβάλλῃ μὲ τὴν ἰδίαν στοργήν. Ὁ Ἑλληνισμὸς τῆς Αἰγύπτου, ὁ ὁποῖος ἐπὶ αἰῶνας ὑπηρέτησε τὰ ἐθνικὰ ἰδεώδη, ἀξίζει τὴν προσοχὴν καὶ τὴν συμπαράστασιν τοῦ Κράτους. xyxy=(696,392,1124,463)
radio-program: 19.00 Ρυθμοί καί μελωδίαι xyxy=(256,628,428,644)
cinema-listing: ΣΤΡΑΝΤ — Τηλ. 22322 THE GEORGE RAFT STORY (Τζίμ Μαρτιάλο, Μπάρμπαρα Νικόλ, Μπόμπ Τσάρ, καί Ρίτ Νικόλ). xyxy=(256,446,461,515)
fixture-row-cell: Σουέζ xyxy=(1483,427,1520,442)
koinotis-text: Παρακαλοῦνται τὰ ἐξόφλημα Μέλη τῆς Ἑλλην. Κοινότητος Δαμαγκοὺρ νὰ προσέλθωσιν εἰς τὴν Γενικὴν Συνέλευσιν τὴν 7ην Ἀπριλίου 1963 καὶ ὥραν 11 π.μ. xyxy=(1358,1295,1580,1376)
stock-row-cell: Ἑλλάς ὑπὸ Σάλ. xyxy=(1360,1594,1461,1609)
koinotis-agenda: Ἀπολογισμὸς ἔτους 1962. Προϋπολογισμὸς 1963. Ἀρχαιρεσίαι. xyxy=(1358,1399,1580,1448)
editorial-paragraph: Τὰς ἡμέρας αὐτάς, καλλὰ δημόσια ἔργα ἐγκαινιάσθησαν ἡ ἄρχισαν ἡ ἐκτέλεσίς των ἔργασιῶν πρὸς κατασκευήν των. Ἡ ἀπογοήτευσις μας διὰ τὴν ἀπουσίαν μας ἀπὸ τὰ γεγονότα αὐτὰ εἶναι μεγάλη. xyxy=(696,137,1124,207)
radio-program: 22.30 Ποικιλία xyxy=(256,677,354,693)
stock-row-cell: 876 xyxy=(1514,1552,1537,1567)
stock-row-cell: Συνεταιρισμοί xyxy=(1360,1650,1454,1665)
weather-kicker: ΤΟΥ ΚΑΙΡΟΥ ΜΑΣ xyxy=(1180,938,1302,953)
cinema-listing: ΑΜΙΡ — Τηλ. 27693 THE CORSICAN BROTHERS (Τζέρθρου Χάρν, Βιθυρέ Λαγκρόρ, Ἀ-μουαγέ Ροτρλιάρ). xyxy=(20,159,222,228)
stock-row-cell: 410 xyxy=(1514,1510,1537,1525)
wedding-paragraph: Ὁ Κώστας Λινοξυλάκης, ὁ γνωστὸς ἠθοποιὸς τοῦ Ἐθνικοῦ, ἔχει διακριθῆ εἰς πολλοὺς ρόλους καὶ εἶναι ἀπὸ τοὺς πλέον ἀγαπητοὺς καλλιτέχνας τοῦ κοινοῦ. xyxy=(696,1012,903,1110)
bank-text: Τὰ Γραφεῖα Ἐκκαθαρίσεως τοῦ Καταστήματος Ἀλεξανδρείας τῆς Ἐθνικῆς Τραπέζης τῆς Ἑλλάδος, μεταφέρονται, ἀπὸ τῆς 1ης Ἀπριλίου 1963, εἰς τὴν Ὁδὸν Σερίφ ἀρ. 6. xyxy=(1358,1132,1580,1230)
radio-program: 23.00 Κλασσική μουσική xyxy=(256,693,415,709)
weather-title: ΜΗΝΥΜΑ ΑΝΟΙΞΕΩΣ xyxy=(1170,960,1312,1019)
exchange-title: Η ΧΘΕΣΙΝΗ ΚΙΝΗΣΙΣ ΕΙΣ ΤΟ ΧΡΗΜΑΤΙΣΤΗΡΙΟΝ ΑΞΙΩΝ xyxy=(1149,1233,1333,1314)
stock-row-cell: 66 xyxy=(1522,1608,1537,1623)
funeral-family: Ὁ τεθλιμμένος σύζυγος: Γεώργιος Τομάζος. Τὰ τέκνα: Σωκράτης καὶ Κώστας. Οἱ ἀδελφοί: Δημήτρης Τομάζος (Χίος), Θεόδωρος Τομάζος (Ἀθῆναι), Καλλιόπη Τομάζου, Ζαφειρίου Ζολώτα (Χίος), Μαρίκα Περικλέους, Καίτη Σταθοπούλου, Ἀνεψιοὶ καὶ λοιποὶ συγγενεῖς. xyxy=(494,993,682,1158)
drop-cap: Α xyxy=(696,133,730,186)
tax-text: Ὁ Μοδίρης τοῦ Μπένι Σουέφ, ἐλαβε ἀποφάσεις μέτρα διὰ τὸν περιορισμὸν τῶν γεννήσεων. Οἱ γονεῖς τριῶν τέκνων καὶ ἄνω θὰ καταβάλουν εἰδικὸν φόρον. xyxy=(1358,147,1580,228)
stock-row-cell: 203 xyxy=(1556,1496,1578,1511)
consulate-paragraph: Τὸ Β. Γενικὸν Προξενεῖον τῆς Ἑλλάδος ἀνακοινοῖ ὅτι τὴν 25ην Μαρτίου 1963, ἡμέραν Δευτέραν καὶ ὥραν 11ην π.μ. θέλει τελεσθῆ ἐν τῷ Ἱερῷ Ναῷ τοῦ Εὐαγγελισμοῦ ἐπίσημος Δοξολογία ἐπὶ τῇ ἐπετείῳ τῆς Ἐθνικῆς Ἑορτῆς. xyxy=(1138,158,1344,289)
adelfotis-text: Παρακαλοῦνται τὰ Μέλη τῆς Ἀδελφότητος νὰ προσέλθουν εἰς τὴν Γενικὴν Συνέλευσιν τὴν Παρασκευὴν 29ην Μαρτίου 1963 καὶ ὥραν 7.30 μ.μ. εἰς τὴν αἴθουσαν τῶν Ἐντευκτηρίων. xyxy=(494,1474,682,1605)
consulate-paragraph: Μετὰ τὴν Δοξολογίαν θὰ ἀναγνωσθῇ ὑπὸ τοῦ Β. Γενικοῦ Προξένου τὸ μήνυμα τοῦ Προέδρου τῆς Κυβερνήσεως. xyxy=(1138,462,1344,527)
wedding-columns xyxy=(696,783,1124,1483)
fixture-row-cell: Δαμιέττη xyxy=(1360,336,1418,351)
editorial-paragraph: Ἐπειδὴ ὅμως ἐνδιαφέρει τὸν Ἑλληνισμὸν τῆς Αἰγύπτου νὰ ἐπιβεβαιώνῃ τὴν πρόοδον τῆς Μητρὸς Πατρίδος, ἀνατρέχομεν εἰς τὴν ἀναγκαιότητα μιᾶς συνεχοῦς ἐπικοινωνίας μὲ τὴν Ἑλλάδα καὶ μὲ ὅσα συμβαίνουν ἐκεῖ. xyxy=(696,216,1124,286)
wedding-paragraph: Γεννημένος ἀπὸ πτωχικὴ οἰκογένεια, ἐργάσθηκε σκληρὰ διὰ νὰ φθάσῃ ἐκεῖ ποὺ βρίσκεται σήμερα. xyxy=(917,947,1124,1013)
novel-paragraph: Ἡ γιορτὴ κράτησε ὣς ἀργά τὴ νύχτα. Ὅταν ἔφυγαν καὶ οἱ τελευταῖοι καλεσμένοι, ἔμεινα μόνη μου στὸ παράθυρο. xyxy=(256,1352,478,1417)
stock-row-cell: 176 xyxy=(1556,1524,1578,1539)
funeral-name: ΕΛΠΙΔΑ ΓΕΩΡΓ. ΤΟΜΑΖΟΥ xyxy=(531,813,645,848)
newspaper-name: «Ταχυδρόμος-Αίγυπτος» xyxy=(586,13,836,42)
stock-row-cell: 44 xyxy=(1522,1692,1537,1707)
stock-row-cell: 208 xyxy=(1514,1538,1537,1553)
stock-row xyxy=(1358,1623,1580,1637)
wedding-paragraph: Ὅσον ἀφορᾷ εἰς τὴν πολιτικήν, ὁ Λινοξυλάκης δηλώνει ὅτι δὲν ἀσχολεῖται, ἀλλ᾽ ὅτι παρακολουθεῖ μὲ ἐνδιαφέρον τὰ γεγονότα. xyxy=(917,1112,1124,1194)
stock-row-cell: Τράπεζα Μισρ xyxy=(1360,1678,1447,1693)
handball-text: Χθές, ἡ ὁμὰς τῆς Η.Α.Δ. ἐνίκησε τὴν ἀντίστοιχον ὁμάδα τῆς Τυνησίας μὲ 21 - 16 εἰς ἀγῶνα χὰντ - μπὼλ. xyxy=(1358,651,1580,716)
masthead xyxy=(20,8,1580,51)
stock-row-cell: 876 xyxy=(1556,1552,1578,1567)
cinema-listing: ΛΑ ΓΚΑΙΤΕ — Τηλ. 71225 (2 ἔργα) IF A MAN ANSWERS. (Σάντρα Ντή, Μπόμπυ Ντάριν) καί LOVELY ARE THE BRAVE. xyxy=(20,235,226,304)
fixture-row-cell: Ἀλ Ἀχλύ xyxy=(1360,455,1411,470)
cinema-listings xyxy=(20,158,478,521)
novel-paragraph: Ὁ Μισέλ, ὅταν ἔβγαινε ἀπὸ τὴν ἐκκλησία, μοῦ κράτησε τὸ χέρι σφιχτά, καὶ μοῦ ψιθύρισε κάτι ποὺ δὲν ἄκουσα καλά. xyxy=(20,2020,242,2086)
bank-sub: ΕΙΔΟΠΟΙΗΣΙΣ xyxy=(1417,1117,1521,1132)
editorial-paragraph: Ἀναμένομεν… — Πότε θὰ ἴδωμεν καὶ ἡμεῖς τὴν πρόοδον αὐτὴν ἀπὸ κοντά; xyxy=(696,533,1124,568)
novel-paragraph: «Ἀνοίξε ἡ πόρτα. Ἦταν ἡ Ἰουλία, ἡ πιὸ ἠλικιωμένη καμαριέρα. Ἐρχόταν νὰ ρωτήσει ἂν μέρους τῆς κυρίας δουκίσσης, ἂν ἡ ὥρα ἦταν ἕτοιμη. xyxy=(20,1280,242,1362)
novel-paragraph: ἡ συγκίνησις, ἡ μεγαλοπρέπεια, ποὺ τοῦ ἔδινε τὴν περιουσία του τὸ ὄνομα, ὅλα αὐτὰ εἶχαν γίνει δικά μου. Μοῦ φάνηκε τότε, πὼς ἡ ζωή μου ἔπαιρνε ἄλλο δρόμο. xyxy=(256,812,478,894)
novel-paragraph: Ὅταν μὲ ἀντίκρισε, μοῦ φάνηκε, πὼς γιὰ μιὰ στιγμὴ τῆς πέρασε ἡ ἀνησυχία· δὲν ἤξερε ἂν ἔπρεπε νὰ μὲ χαιρετίσει. xyxy=(20,1371,242,1436)
stock-row-cell: 44 xyxy=(1563,1692,1578,1707)
center-section xyxy=(696,60,1124,2270)
cinema-listing: TRAITOR (Οὐίλλιαμ Χόλντεν, Λίλι Πάλμερ) καί SABRINA (Χάμφρεϋ Μπόγκαρτ). xyxy=(256,159,454,210)
weather-author: ΝΙΚΗΤΑΣ ΟΡΦΑΝΙΔΗΣ xyxy=(1183,1194,1344,1210)
social-item: Τὴν Παρασκευὴν καὶ ὥραν 7 μ.μ. εἶδε διαλέξει εἰς τὸ «Ἀτελιέ» ὁ κ. Ράφφα Δίαβα μὲ θέμα: «Αἱ ἀρχαίαι καὶ σύγχρονοι θέατρα». xyxy=(494,278,682,360)
funeral-text: θανοῦσαν σήμερον τὴν πρωΐαν κηδεύομεν αὔριον τὴν 11ην π.μ. Ἡ συγκέντρωσις θὰ λάβῃ χώραν εἰς τὸν Ἱερὸν Ναὸν τοῦ Κοιμητηρίου ὅπου καὶ θὰ ψαλῇ ἡ νεκρώσιμος ἀκολουθία. xyxy=(494,853,682,985)
stock-row-cell: 156 xyxy=(1556,1664,1578,1679)
cinema-listing: ΡΟΥΑΓΙΑΛ — Τηλ. 26129 FLOWER DRUM SONG (Νάνου Κουάν, Τζέιμς Σιγκέτα). xyxy=(256,294,465,345)
assembly-text: Κατὰ τὴν τελευταίαν Γενικὴν Συνέλευσιν τοῦ Μικρασιατικοῦ Συλλόγου, ὁ Πρόεδρος κ. Χαρατσής ἀνεκοίνωσε τὴν ἀπολογισμὸν τοῦ ἔτους 1962. Ἐξελέγη νέον Διοικητικὸν Συμβούλιον. xyxy=(1358,822,1580,937)
tours-text: Εἶναι ἕτοιμοι νὰ σᾶς ἐξυπηρετήσουν. Διὰ ταξίδια ἀεροπορικῶς, θαλασσίως καὶ σιδηροδρομικῶς. xyxy=(494,1970,682,2036)
stock-row-cell: Σαουθ καὶ Κοτόν xyxy=(1360,1552,1469,1567)
tax-text: Ἡ ἀπόφασις ἰσχύει ἀπὸ τῆς 1ης Ἀπριλίου. xyxy=(1358,237,1580,269)
wedding-paragraph: πρὸς ἀντιπάλους ἢ διαιτητάς. Δι᾽ αὐτὸν τὸν λόγον εἶνε συμπαθής εἰς ὅλους τοὺς φιλάθλους. xyxy=(917,783,1124,848)
novel-paragraph: — Τώρα, ἀρχίζει ἡ ζωή μας! xyxy=(270,1491,448,1507)
column-title: ΟΙ ΑΣΣΟΙ ΤΗΣ ΚΛΩΤΣΙΑΣ xyxy=(809,617,1010,637)
right-center-column xyxy=(1138,60,1344,2270)
novel-kicker: ΤΟ ΜΥΘΙΣΤΟΡΗΜΑ ΜΑΣ xyxy=(135,731,363,754)
fixture-row-cell: Ζαμάλεκ xyxy=(1483,441,1535,456)
stock-row-cell: Φιλάπο «Μπέλ» xyxy=(1360,1580,1454,1595)
editorial-paragraph: Γράφομεν τὰ ἀνωτέρω, χωρὶς πρόθεσιν ἄλλην παρὰ νὰ διαδηλώσωμεν τὴν πεποίθησιν ὅτι ὁ Ἑλληνισμὸς τῆς Αἰγύπτου παραμένει πιστὸς εἰς τὰς παραδόσεις του καὶ ὅτι παρακολουθεῖ μὲ ἐνδιαφέρον πᾶν ὅ,τι γίνεται εἰς τὴν Ἑλλάδα. xyxy=(696,295,1124,384)
fixture-row-cell: Τάντα xyxy=(1360,350,1397,365)
social-item: Εὐχαρίστως πληροφορούμεθα ὅτι κατόπιν τῆς διαγωνίσεως τοῦ κ. Γιάννη Σωζῶ, τὸ Τμῆμα τῶν Ἑλληνικῶν Γραμμάτων ἐτίμησε τὸν συμπολίτην μας. xyxy=(494,459,682,558)
fixtures-table xyxy=(1358,428,1580,498)
stock-row xyxy=(1358,1679,1580,1693)
wedding-paragraph: Σήμερον εἶναι 33 ἐτῶν, ἐγεννήθη εἰς τὰ Χανιὰ τῆς Κρήτης καὶ ἐσπούδασεν εἰς τὴν Δραματικὴν Σχολὴν τοῦ Ἐθνικοῦ Θεάτρου. xyxy=(696,1119,903,1201)
sports-paragraph: Ἡ Ἐθνικὴ Ὁμὰς τῆς χώρας προετοιμάζεται ἐντατικῶς διὰ τοὺς ἀγῶνας τοῦ Ἀπριλίου. xyxy=(1138,865,1344,914)
social-item: «Ἀνεχώρησεν ἀεροπορικῶς διὰ Βηρυττόν, ὁ κ. Νῖκος Κουτσούμης. xyxy=(494,97,682,146)
right-column xyxy=(1358,60,1580,2270)
stock-row xyxy=(1358,1665,1580,1679)
novel-paragraph: Ἀλλὰ ἤμουν ἀποφασισμένη νὰ μὴ δειλιάσω, καὶ τῆς εἶπα ὅτι δὲν τὴν φοβόμουν πιά. Ἐκείνη χαμογέλασε παράξενα. xyxy=(256,1686,478,1751)
radio-program: 14.40 Ἀπόψεις Κόσμος xyxy=(20,645,165,661)
novel-paragraph: Δὲν εἶχε τελειώσει νὰ τὴ συγχαρῶ, ὅταν ἐμφανίσθηκε στὸ κατώφλι ἡ σιλουέτα τῆς δουκίσσης. Εἶχε ντυθεῖ μὲ τὸ φόρεμα ποὺ εἶχαν ράψει γιὰ τὸ γάμο, καὶ μὲ κοίταξε ἀπὸ τὴν πόρτα. xyxy=(20,1486,242,1601)
novel-paragraph: Ἡ δούκισσα μᾶς ὁδηγοῦσε μέσα στὴν αἴθουσα, τὸν ὅπλον, τρεῖς ὧρες ἀργότερα ἀπὸ τὴν ὥρα, ποὺ φθάσαμε στὸν πύργο. Στεκόταν ὀρθή κοντὰ στὸ τζάκι, ὅπου ἔκαιγε μεγάλη φωτιά, περικυκλωμένη ἀπὸ τοὺς ἀπεσταλμένους ἐκείνους ἀνθρώπους, ποὺ δὲν καὶ δὲν εἶχαν φυγῆ, μὲ ἐκείνη τὴν φοβισμένη σιωπὴ τους. xyxy=(20,835,242,1016)
